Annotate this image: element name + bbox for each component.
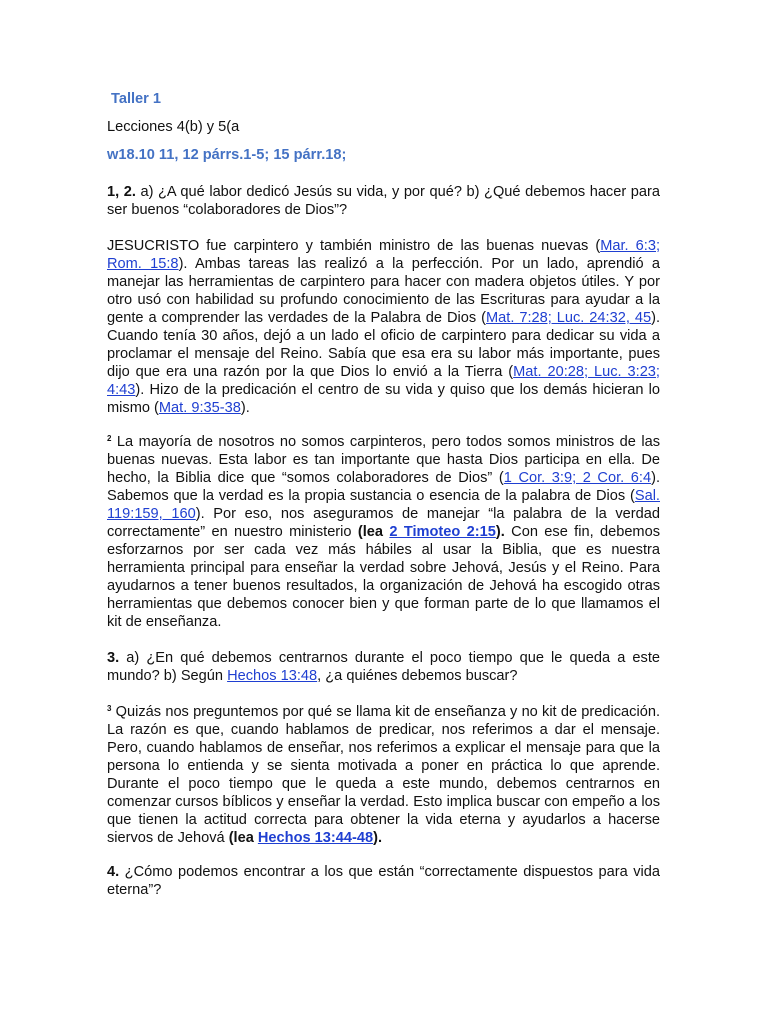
question-3: [107, 649, 660, 685]
paragraph-number: 2: [107, 434, 112, 443]
paragraph-text: ). Cuando tenía 30 años, dejó a un lado el oficio de carpintero para dedicar su vida a proclamar el mensaje del Reino. Sabía que esa era su labor más importante, pues dijo que era una razón por la que Dios lo envió a la Tierra (: [107, 310, 660, 380]
scripture-link[interactable]: Hechos 13:44-48: [257, 830, 374, 846]
scripture-link[interactable]: Hechos 13:48: [227, 668, 318, 684]
read-instruction-end: ).: [373, 830, 383, 846]
read-instruction: (lea: [357, 524, 390, 540]
paragraph-text: Con ese fin, debemos esforzarnos por ser cada vez más hábiles al usar la Biblia, que es nuestra herramienta principal para enseñar la verdad sobre Jehová, Jesús y el Reino. Para ayudarnos a tener buenos resultados, la organización de Jehová ha escogido otras herramientas que debemos conocer bien y que forman parte de lo que llamamos el kit de enseñanza.: [107, 524, 661, 630]
page-title: Taller 1: [111, 91, 162, 107]
paragraph-text: JESUCRISTO fue carpintero y también ministro de las buenas nuevas (: [107, 238, 601, 254]
question-number: 4.: [107, 864, 120, 880]
question-4: [107, 863, 660, 899]
paragraph-text: ). Hizo de la predicación el centro de su vida y quiso que los demás hicieran lo mismo (: [107, 382, 660, 416]
scripture-link[interactable]: Sal. 119:159, 160: [107, 488, 660, 522]
paragraph-text: Quizás nos preguntemos por qué se llama kit de enseñanza y no kit de predicación. La razón es que, cuando hablamos de predicar, nos referimos a dar el mensaje. Pero, cuando hablamos de enseñar, nos referimos a explicar el mensaje para que la persona lo entienda y se sienta motivada a poner en práctica lo que aprende. Durante el poco tiempo que le queda a este mundo, debemos centrarnos en comenzar cursos bíblicos y enseñar la verdad. Esto implica buscar con empeño a los que tienen la actitud correcta para obtener la vida eterna y ayudarlos a hacerse siervos de Jehová: [107, 704, 660, 846]
question-text: ¿Cómo podemos encontrar a los que están “correctamente dispuestos para vida eterna”?: [107, 864, 660, 898]
paragraph-text: ). Ambas tareas las realizó a la perfección. Por un lado, aprendió a manejar las herramientas de carpintero para hacer con madera objetos útiles. Y por otro usó con habilidad su profundo conocimiento de las Escrituras para ayudar a la gente a comprender las verdades de la Palabra de Dios (: [107, 256, 661, 326]
paragraph-1: [107, 237, 660, 417]
read-instruction: (lea: [228, 830, 258, 846]
paragraph-3: [107, 703, 660, 847]
question-text: a) ¿En qué debemos centrarnos durante el poco tiempo que le queda a este mundo? b) Según: [107, 650, 660, 684]
scripture-link[interactable]: 1 Cor. 3:9; 2 Cor. 6:4: [503, 470, 652, 486]
paragraph-number: 3: [107, 704, 112, 713]
question-number: 3.: [107, 650, 120, 666]
paragraph-text: ). Por eso, nos aseguramos de manejar “la palabra de la verdad correctamente” en nuestro ministerio: [107, 506, 660, 540]
question-text: , ¿a quiénes debemos buscar?: [317, 668, 518, 684]
scripture-link[interactable]: Mat. 9:35-38: [158, 400, 241, 416]
question-number: 1, 2.: [107, 184, 136, 200]
read-instruction-end: ).: [495, 524, 505, 540]
reference-line: w18.10 11, 12 párrs.1-5; 15 párr.18;: [107, 147, 347, 163]
question-text: a) ¿A qué labor dedicó Jesús su vida, y por qué? b) ¿Qué debemos hacer para ser buenos “colaboradores de Dios”?: [107, 184, 660, 218]
scripture-link[interactable]: Mat. 7:28; Luc. 24:32, 45: [486, 310, 652, 326]
paragraph-2: [107, 433, 660, 631]
question-1-2: [107, 183, 660, 219]
page-subtitle: Lecciones 4(b) y 5(a: [107, 119, 240, 135]
scripture-link[interactable]: Mat. 20:28; Luc. 3:23; 4:43: [107, 364, 660, 398]
paragraph-text: La mayoría de nosotros no somos carpinteros, pero todos somos ministros de las buenas nuevas. Esta labor es tan importante que hasta Dios participa en ella. De hecho, la Biblia dice que “somos colaboradores de Dios” (: [107, 434, 660, 486]
paragraph-text: ).: [240, 400, 250, 416]
paragraph-text: ). Sabemos que la verdad es la propia sustancia o esencia de la palabra de Dios (: [107, 470, 660, 504]
scripture-link[interactable]: 2 Timoteo 2:15: [389, 524, 496, 540]
scripture-link[interactable]: Mar. 6:3; Rom. 15:8: [107, 238, 660, 272]
